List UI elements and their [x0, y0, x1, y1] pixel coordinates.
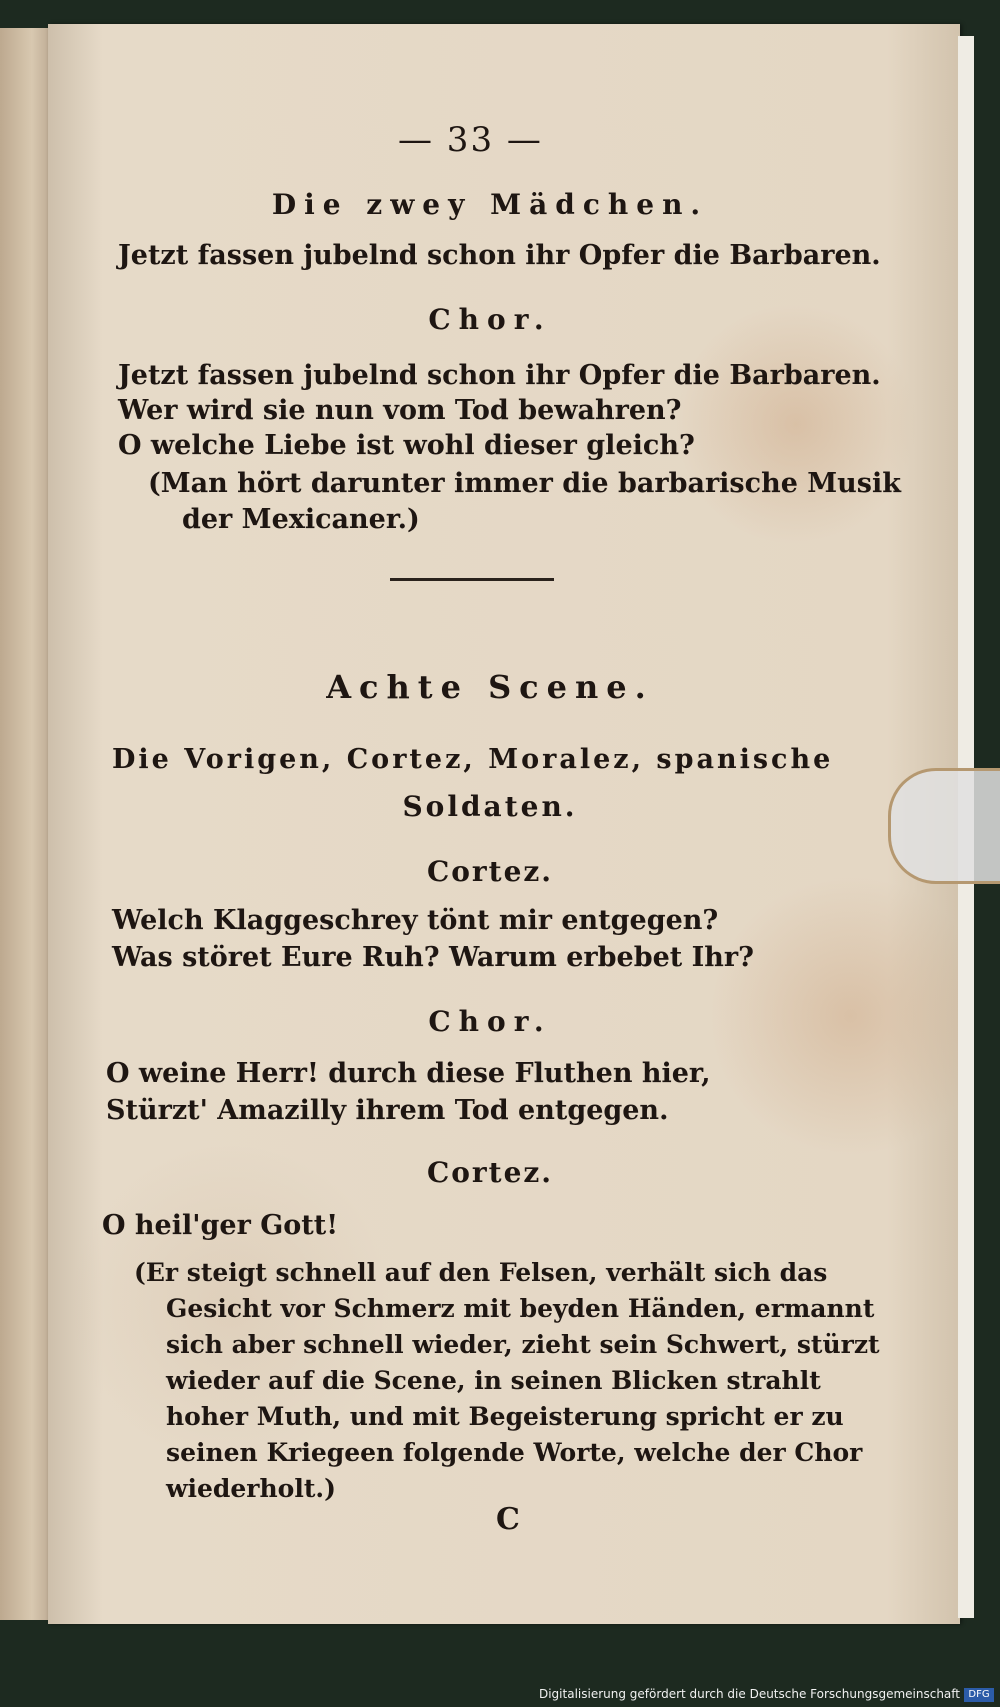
digitization-credit: Digitalisierung gefördert durch die Deutsche Forschungsgemeinschaft	[538, 1687, 960, 1701]
speaker-heading: Chor.	[428, 1005, 552, 1038]
stage-direction: der Mexicaner.)	[182, 504, 420, 535]
catchword: C	[496, 1502, 520, 1537]
stage-direction: seinen Kriegeen folgende Worte, welche der Chor	[166, 1438, 863, 1467]
cast-list: Die Vorigen, Cortez, Moralez, spanische	[112, 744, 834, 775]
speaker-heading: Die zwey Mädchen.	[271, 188, 709, 221]
text-line: Jetzt fassen jubelnd schon ihr Opfer die Barbaren.	[118, 240, 881, 271]
text-line: O weine Herr! durch diese Fluthen hier,	[106, 1058, 711, 1089]
page-clip	[888, 768, 1000, 884]
text-line: O heil'ger Gott!	[102, 1210, 339, 1241]
page-number: — 33 —	[398, 120, 543, 160]
section-divider	[390, 578, 554, 581]
cast-list: Soldaten.	[402, 790, 578, 823]
stage-direction: wiederholt.)	[166, 1474, 336, 1503]
stage-direction: hoher Muth, und mit Begeisterung spricht er zu	[166, 1402, 844, 1431]
text-line: O welche Liebe ist wohl dieser gleich?	[118, 430, 695, 461]
speaker-heading: Cortez.	[426, 1156, 554, 1189]
speaker-heading: Chor.	[428, 303, 552, 336]
speaker-heading: Cortez.	[426, 855, 554, 888]
text-line: Welch Klaggeschrey tönt mir entgegen?	[112, 905, 719, 936]
text-line: Was störet Eure Ruh? Warum erbebet Ihr?	[112, 942, 754, 973]
dfg-logo: DFG	[964, 1688, 994, 1702]
text-line: Jetzt fassen jubelnd schon ihr Opfer die Barbaren.	[118, 360, 881, 391]
stage-direction: (Er steigt schnell auf den Felsen, verhält sich das	[134, 1258, 828, 1287]
stage-direction: (Man hört darunter immer die barbarische Musik	[148, 468, 901, 499]
scene-title: Achte Scene.	[326, 668, 654, 706]
text-line: Wer wird sie nun vom Tod bewahren?	[118, 395, 682, 426]
text-line: Stürzt' Amazilly ihrem Tod entgegen.	[106, 1095, 669, 1126]
stage-direction: Gesicht vor Schmerz mit beyden Händen, ermannt	[166, 1294, 875, 1323]
stage-direction: sich aber schnell wieder, zieht sein Schwert, stürzt	[166, 1330, 880, 1359]
stage-direction: wieder auf die Scene, in seinen Blicken strahlt	[166, 1366, 821, 1395]
